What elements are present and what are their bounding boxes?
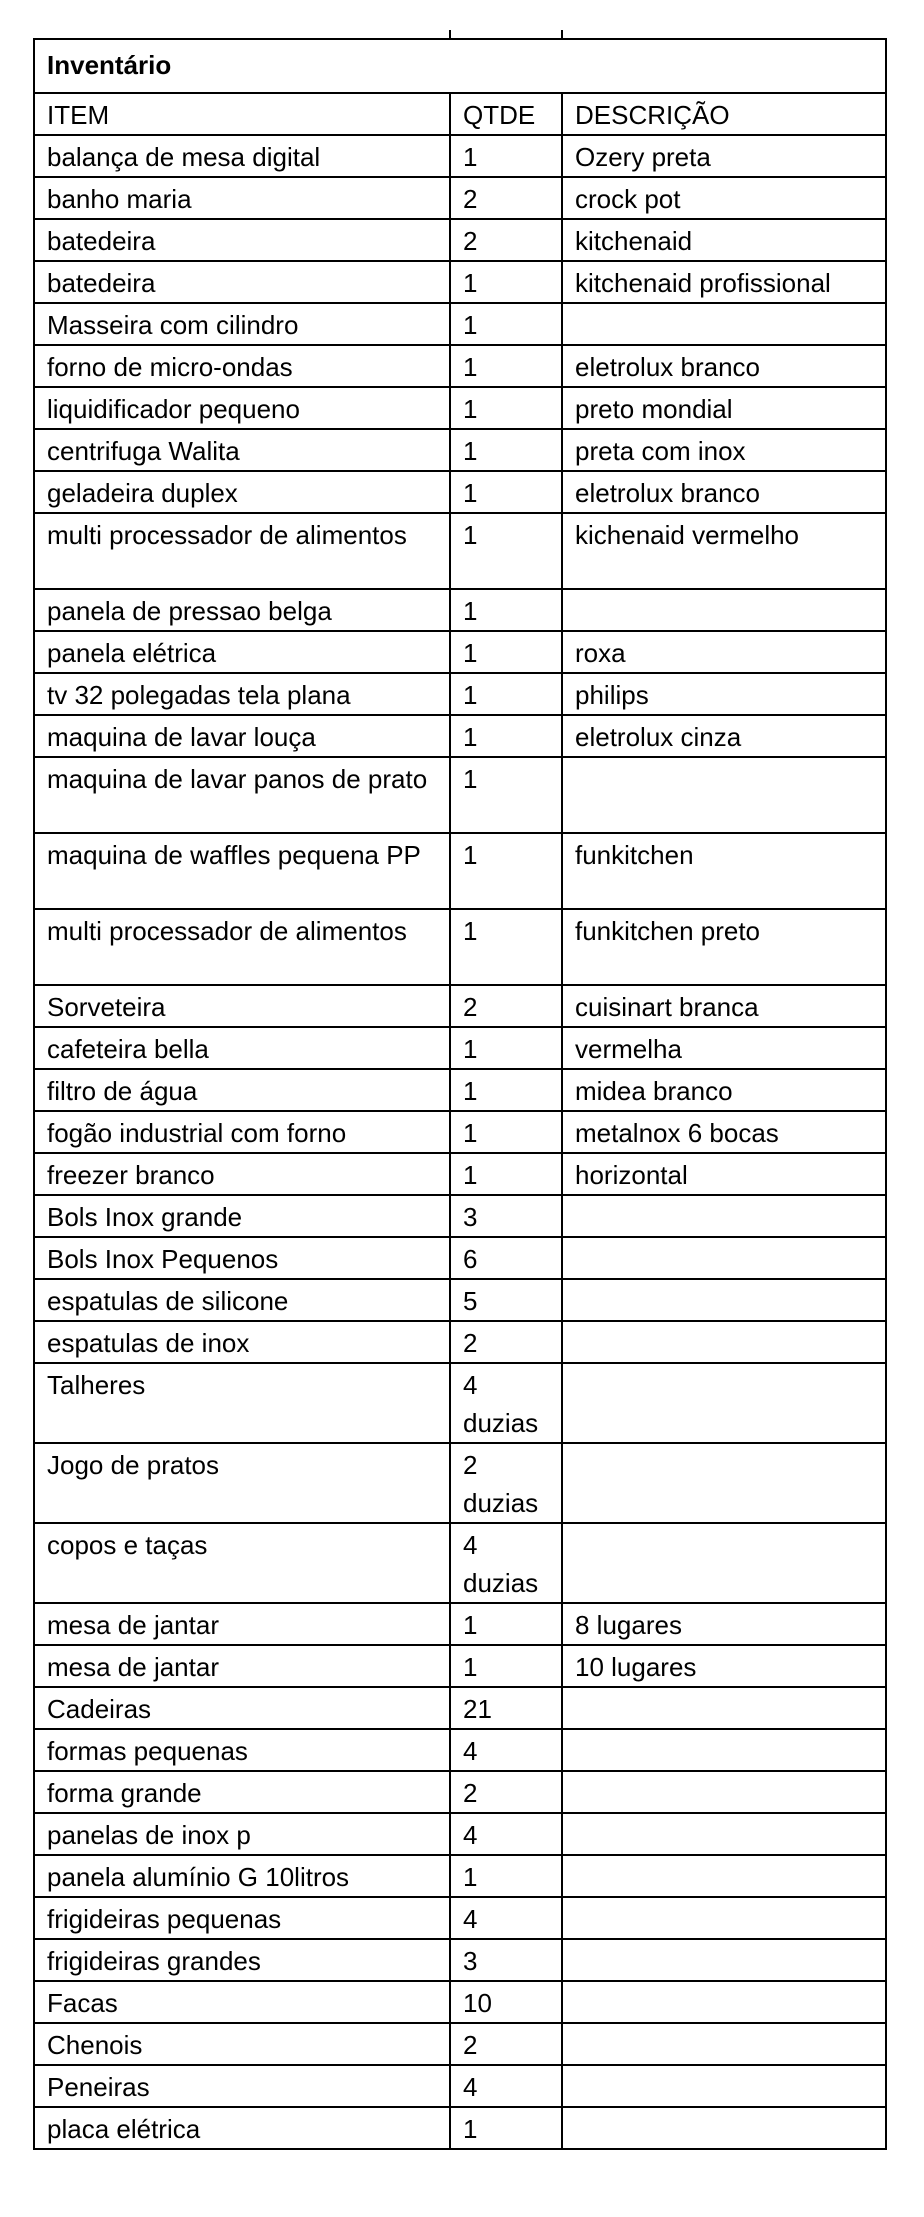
cell-item: forma grande <box>34 1771 450 1813</box>
table-row <box>34 1195 886 1237</box>
cell-desc: kichenaid vermelho <box>562 513 886 589</box>
cell-desc <box>562 1855 886 1897</box>
cell-item: Bols Inox grande <box>34 1195 450 1237</box>
table-top-stubs <box>33 0 885 38</box>
cell-desc: roxa <box>562 631 886 673</box>
cell-desc <box>562 1443 886 1523</box>
cell-qty: 1 <box>450 1153 562 1195</box>
cell-qty: 4 <box>450 1897 562 1939</box>
cell-qty: 1 <box>450 261 562 303</box>
table-row <box>34 219 886 261</box>
table-row <box>34 631 886 673</box>
cell-qty: 4 <box>450 1813 562 1855</box>
table-row <box>34 471 886 513</box>
table-row <box>34 429 886 471</box>
cell-desc: horizontal <box>562 1153 886 1195</box>
cell-desc: funkitchen preto <box>562 909 886 985</box>
cell-qty: 1 <box>450 471 562 513</box>
cell-desc: philips <box>562 673 886 715</box>
table-row <box>34 1687 886 1729</box>
cell-desc <box>562 1729 886 1771</box>
cell-desc: eletrolux branco <box>562 345 886 387</box>
table-row <box>34 1897 886 1939</box>
cell-item: batedeira <box>34 219 450 261</box>
table-row <box>34 909 886 985</box>
cell-qty: 2 <box>450 1771 562 1813</box>
cell-item: copos e taças <box>34 1523 450 1603</box>
cell-qty: 1 <box>450 1645 562 1687</box>
table-row <box>34 1523 886 1603</box>
table-row <box>34 1981 886 2023</box>
cell-desc: preto mondial <box>562 387 886 429</box>
cell-qty: 4 duzias <box>450 1523 562 1603</box>
cell-desc <box>562 1813 886 1855</box>
table-row <box>34 1027 886 1069</box>
cell-qty: 2 <box>450 2023 562 2065</box>
cell-qty: 1 <box>450 631 562 673</box>
table-row <box>34 985 886 1027</box>
cell-qty: 1 <box>450 1027 562 1069</box>
table-row <box>34 1321 886 1363</box>
cell-item: Masseira com cilindro <box>34 303 450 345</box>
table-row <box>34 2107 886 2149</box>
cell-desc <box>562 1897 886 1939</box>
cell-desc <box>562 1687 886 1729</box>
table-row <box>34 833 886 909</box>
table-row <box>34 1237 886 1279</box>
cell-qty: 1 <box>450 673 562 715</box>
cell-item: panela de pressao belga <box>34 589 450 631</box>
cell-item: freezer branco <box>34 1153 450 1195</box>
cell-desc <box>562 1195 886 1237</box>
cell-qty: 1 <box>450 909 562 985</box>
column-stub-right <box>561 30 563 38</box>
cell-item: Facas <box>34 1981 450 2023</box>
cell-item: panela alumínio G 10litros <box>34 1855 450 1897</box>
header-item: ITEM <box>34 93 450 135</box>
cell-desc <box>562 757 886 833</box>
table-row <box>34 715 886 757</box>
cell-item: espatulas de inox <box>34 1321 450 1363</box>
cell-desc <box>562 1771 886 1813</box>
table-row <box>34 1363 886 1443</box>
table-row <box>34 589 886 631</box>
cell-qty: 4 <box>450 2065 562 2107</box>
cell-qty: 2 duzias <box>450 1443 562 1523</box>
table-row <box>34 1813 886 1855</box>
cell-qty: 1 <box>450 429 562 471</box>
table-row <box>34 673 886 715</box>
table-row <box>34 1603 886 1645</box>
cell-qty: 21 <box>450 1687 562 1729</box>
cell-desc: metalnox 6 bocas <box>562 1111 886 1153</box>
column-stub-left <box>449 30 451 38</box>
cell-desc: eletrolux cinza <box>562 715 886 757</box>
cell-item: placa elétrica <box>34 2107 450 2149</box>
cell-item: panela elétrica <box>34 631 450 673</box>
cell-desc <box>562 1939 886 1981</box>
cell-qty: 4 duzias <box>450 1363 562 1443</box>
table-row <box>34 1771 886 1813</box>
cell-item: Talheres <box>34 1363 450 1443</box>
table-row <box>34 1443 886 1523</box>
cell-qty: 1 <box>450 1111 562 1153</box>
cell-item: formas pequenas <box>34 1729 450 1771</box>
cell-desc <box>562 1279 886 1321</box>
cell-item: filtro de água <box>34 1069 450 1111</box>
cell-desc: eletrolux branco <box>562 471 886 513</box>
cell-qty: 2 <box>450 177 562 219</box>
cell-qty: 3 <box>450 1939 562 1981</box>
cell-desc <box>562 303 886 345</box>
table-row <box>34 177 886 219</box>
cell-desc: preta com inox <box>562 429 886 471</box>
cell-desc <box>562 1981 886 2023</box>
table-row <box>34 1069 886 1111</box>
cell-item: frigideiras grandes <box>34 1939 450 1981</box>
cell-item: multi processador de alimentos <box>34 909 450 985</box>
cell-item: panelas de inox p <box>34 1813 450 1855</box>
cell-item: Jogo de pratos <box>34 1443 450 1523</box>
cell-qty: 1 <box>450 1069 562 1111</box>
cell-item: forno de micro-ondas <box>34 345 450 387</box>
table-row <box>34 1939 886 1981</box>
cell-item: Chenois <box>34 2023 450 2065</box>
inventory-document <box>33 0 885 2150</box>
table-row <box>34 135 886 177</box>
cell-desc <box>562 1321 886 1363</box>
cell-qty: 1 <box>450 135 562 177</box>
cell-qty: 4 <box>450 1729 562 1771</box>
cell-item: maquina de waffles pequena PP <box>34 833 450 909</box>
cell-item: Cadeiras <box>34 1687 450 1729</box>
table-row <box>34 345 886 387</box>
cell-desc: Ozery preta <box>562 135 886 177</box>
cell-desc <box>562 1523 886 1603</box>
cell-qty: 2 <box>450 219 562 261</box>
cell-desc <box>562 2107 886 2149</box>
header-row <box>34 93 886 135</box>
table-row <box>34 2065 886 2107</box>
cell-qty: 2 <box>450 1321 562 1363</box>
cell-item: espatulas de silicone <box>34 1279 450 1321</box>
table-row <box>34 513 886 589</box>
table-row <box>34 387 886 429</box>
cell-desc: kitchenaid <box>562 219 886 261</box>
cell-item: mesa de jantar <box>34 1603 450 1645</box>
inventory-table <box>33 38 887 2150</box>
table-row <box>34 303 886 345</box>
cell-item: maquina de lavar panos de prato <box>34 757 450 833</box>
cell-desc: midea branco <box>562 1069 886 1111</box>
table-row <box>34 1111 886 1153</box>
cell-desc <box>562 1363 886 1443</box>
cell-desc <box>562 1237 886 1279</box>
cell-item: maquina de lavar louça <box>34 715 450 757</box>
cell-desc: 8 lugares <box>562 1603 886 1645</box>
cell-item: balança de mesa digital <box>34 135 450 177</box>
cell-item: Peneiras <box>34 2065 450 2107</box>
table-row <box>34 757 886 833</box>
cell-qty: 1 <box>450 757 562 833</box>
cell-desc: kitchenaid profissional <box>562 261 886 303</box>
cell-qty: 10 <box>450 1981 562 2023</box>
cell-qty: 1 <box>450 1855 562 1897</box>
cell-item: geladeira duplex <box>34 471 450 513</box>
header-desc: DESCRIÇÃO <box>562 93 886 135</box>
table-row <box>34 2023 886 2065</box>
cell-item: Bols Inox Pequenos <box>34 1237 450 1279</box>
cell-item: multi processador de alimentos <box>34 513 450 589</box>
cell-item: centrifuga Walita <box>34 429 450 471</box>
table-row <box>34 1645 886 1687</box>
cell-qty: 6 <box>450 1237 562 1279</box>
cell-item: mesa de jantar <box>34 1645 450 1687</box>
cell-item: tv 32 polegadas tela plana <box>34 673 450 715</box>
header-qty: QTDE <box>450 93 562 135</box>
table-title: Inventário <box>34 39 886 93</box>
cell-qty: 1 <box>450 345 562 387</box>
cell-item: batedeira <box>34 261 450 303</box>
cell-qty: 3 <box>450 1195 562 1237</box>
cell-desc: cuisinart branca <box>562 985 886 1027</box>
cell-desc <box>562 589 886 631</box>
cell-item: fogão industrial com forno <box>34 1111 450 1153</box>
cell-qty: 1 <box>450 833 562 909</box>
cell-item: Sorveteira <box>34 985 450 1027</box>
cell-item: banho maria <box>34 177 450 219</box>
cell-qty: 2 <box>450 985 562 1027</box>
table-row <box>34 1729 886 1771</box>
cell-qty: 1 <box>450 715 562 757</box>
cell-qty: 5 <box>450 1279 562 1321</box>
table-row <box>34 261 886 303</box>
cell-desc <box>562 2065 886 2107</box>
cell-desc: crock pot <box>562 177 886 219</box>
title-row <box>34 39 886 93</box>
cell-item: liquidificador pequeno <box>34 387 450 429</box>
cell-qty: 1 <box>450 387 562 429</box>
cell-desc <box>562 2023 886 2065</box>
cell-qty: 1 <box>450 513 562 589</box>
cell-desc: 10 lugares <box>562 1645 886 1687</box>
cell-desc: vermelha <box>562 1027 886 1069</box>
table-row <box>34 1153 886 1195</box>
cell-desc: funkitchen <box>562 833 886 909</box>
cell-item: frigideiras pequenas <box>34 1897 450 1939</box>
table-row <box>34 1855 886 1897</box>
cell-item: cafeteira bella <box>34 1027 450 1069</box>
table-row <box>34 1279 886 1321</box>
cell-qty: 1 <box>450 1603 562 1645</box>
cell-qty: 1 <box>450 589 562 631</box>
cell-qty: 1 <box>450 2107 562 2149</box>
cell-qty: 1 <box>450 303 562 345</box>
